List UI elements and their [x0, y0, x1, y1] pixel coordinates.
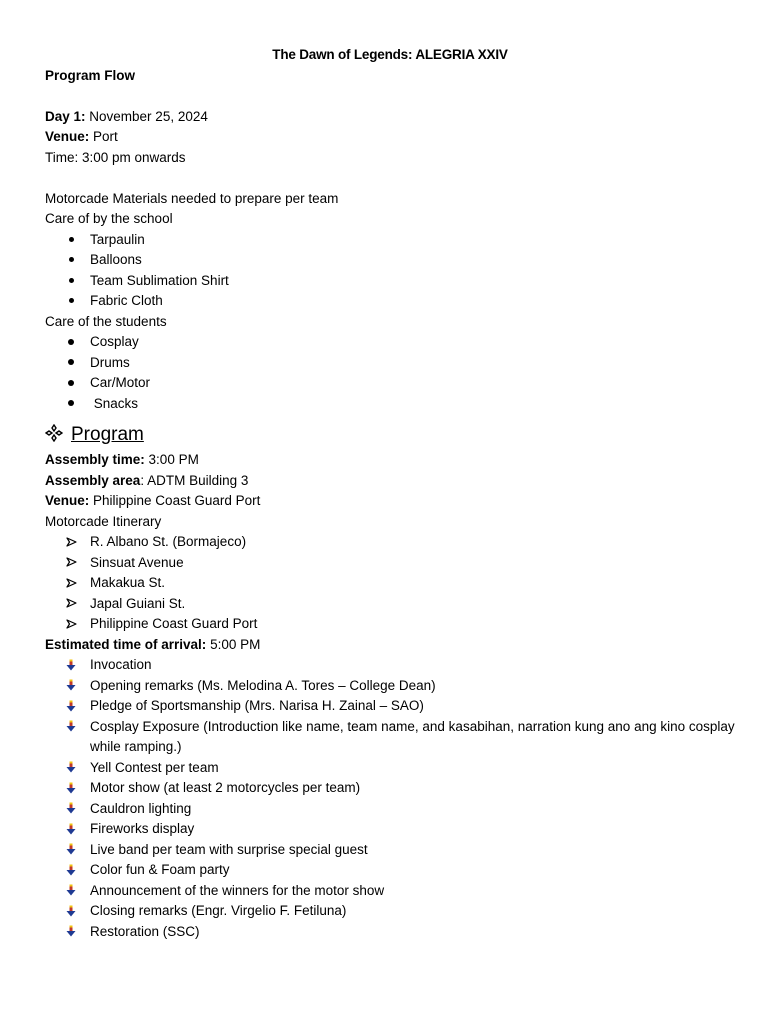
program-item [45, 819, 735, 840]
program-item [45, 717, 735, 758]
colored-down-arrow-icon [65, 676, 77, 697]
document-title: The Dawn of Legends: ALEGRIA XXIV [272, 47, 508, 62]
program-item [45, 758, 735, 779]
program-item [45, 676, 735, 697]
list-item: Drums [45, 353, 735, 374]
school-heading: Care of by the school [45, 211, 173, 226]
program-item-text: Cosplay Exposure (Introduction like name, team name, and kasabihan, narration kung ano ang kino cosplay while ramping.) [90, 718, 735, 754]
itinerary-heading: Motorcade Itinerary [45, 513, 162, 529]
list-item: Balloons [45, 250, 735, 271]
colored-down-arrow-icon [65, 881, 77, 902]
list-item: Sinsuat Avenue [45, 553, 735, 574]
list-item: Japal Guiani St. [45, 594, 735, 615]
itinerary-list [45, 532, 735, 635]
program-item [45, 799, 735, 820]
students-list [45, 332, 735, 414]
bullet-dot-icon [65, 373, 77, 394]
colored-down-arrow-icon [65, 758, 77, 779]
list-item: Cosplay [45, 332, 735, 353]
colored-down-arrow-icon [65, 799, 77, 820]
colored-down-arrow-icon [65, 901, 77, 922]
spacer [45, 86, 735, 107]
program-items-list [45, 655, 735, 942]
assembly-area-line: Assembly area: ADTM Building 3 [45, 472, 249, 488]
list-item: R. Albano St. (Bormajeco) [45, 532, 735, 553]
venue-label: Venue: [45, 129, 90, 144]
list-item: Car/Motor [45, 373, 735, 394]
day-value: November 25, 2024 [85, 108, 208, 124]
program-item [45, 778, 735, 799]
colored-down-arrow-icon [65, 655, 77, 676]
program-item [45, 860, 735, 881]
program-item-text: Cauldron lighting [90, 800, 192, 816]
program-item [45, 696, 735, 717]
program-item-text: Live band per team with surprise special guest [90, 841, 368, 857]
bullet-dot-icon [65, 332, 77, 353]
time-line: Time: 3:00 pm onwards [45, 149, 186, 165]
arrowhead-icon [65, 614, 77, 635]
document-body [45, 45, 735, 942]
eta-line: Estimated time of arrival: 5:00 PM [45, 636, 261, 652]
bullet-dot-icon [65, 291, 77, 312]
students-heading: Care of the students [45, 313, 167, 329]
program-heading-label: Program [71, 424, 144, 445]
colored-down-arrow-icon [65, 696, 77, 717]
day-line [45, 107, 735, 128]
venue-value: Port [89, 129, 118, 144]
program-item-text: Fireworks display [90, 821, 195, 836]
program-item-text: Motor show (at least 2 motorcycles per team) [90, 780, 361, 795]
list-item: Makakua St. [45, 573, 735, 594]
arrowhead-icon [65, 573, 77, 594]
program-flow-heading: Program Flow [45, 67, 136, 83]
bullet-dot-icon [65, 353, 77, 374]
program-item-text: Invocation [90, 657, 152, 672]
assembly-time-line: Assembly time: 3:00 PM [45, 452, 199, 467]
arrowhead-icon [65, 553, 77, 574]
colored-down-arrow-icon [65, 717, 77, 738]
venue-line [45, 127, 735, 148]
materials-heading: Motorcade Materials needed to prepare per team [45, 190, 339, 206]
arrowhead-icon [65, 594, 77, 615]
colored-down-arrow-icon [65, 819, 77, 840]
school-list [45, 230, 735, 312]
list-item: Team Sublimation Shirt [45, 271, 735, 292]
program-item [45, 881, 735, 902]
four-diamond-star-icon [45, 424, 63, 442]
list-item: Tarpaulin [45, 230, 735, 251]
arrowhead-icon [65, 532, 77, 553]
program-item [45, 655, 735, 676]
list-item: Snacks [45, 394, 735, 415]
spacer [45, 168, 735, 189]
program-item [45, 922, 735, 943]
venue-line: Venue: Philippine Coast Guard Port [45, 493, 261, 508]
program-item-text: Restoration (SSC) [90, 923, 200, 939]
bullet-dot-icon [65, 230, 77, 251]
program-item-text: Closing remarks (Engr. Virgelio F. Fetiluna) [90, 903, 347, 918]
bullet-dot-icon [65, 271, 77, 292]
program-item-text: Announcement of the winners for the motor show [90, 882, 385, 898]
colored-down-arrow-icon [65, 778, 77, 799]
bullet-dot-icon [65, 394, 77, 415]
list-item: Philippine Coast Guard Port [45, 614, 735, 635]
program-item [45, 840, 735, 861]
program-item-text: Color fun & Foam party [90, 862, 230, 877]
colored-down-arrow-icon [65, 922, 77, 943]
colored-down-arrow-icon [65, 860, 77, 881]
list-item: Fabric Cloth [45, 291, 735, 312]
day-label: Day 1: [45, 108, 86, 124]
program-heading [45, 420, 735, 450]
program-item [45, 901, 735, 922]
program-item-text: Pledge of Sportsmanship (Mrs. Narisa H. Zainal – SAO) [90, 698, 424, 713]
program-item-text: Opening remarks (Ms. Melodina A. Tores – College Dean) [90, 677, 436, 693]
bullet-dot-icon [65, 250, 77, 271]
colored-down-arrow-icon [65, 840, 77, 861]
program-item-text: Yell Contest per team [90, 759, 219, 775]
